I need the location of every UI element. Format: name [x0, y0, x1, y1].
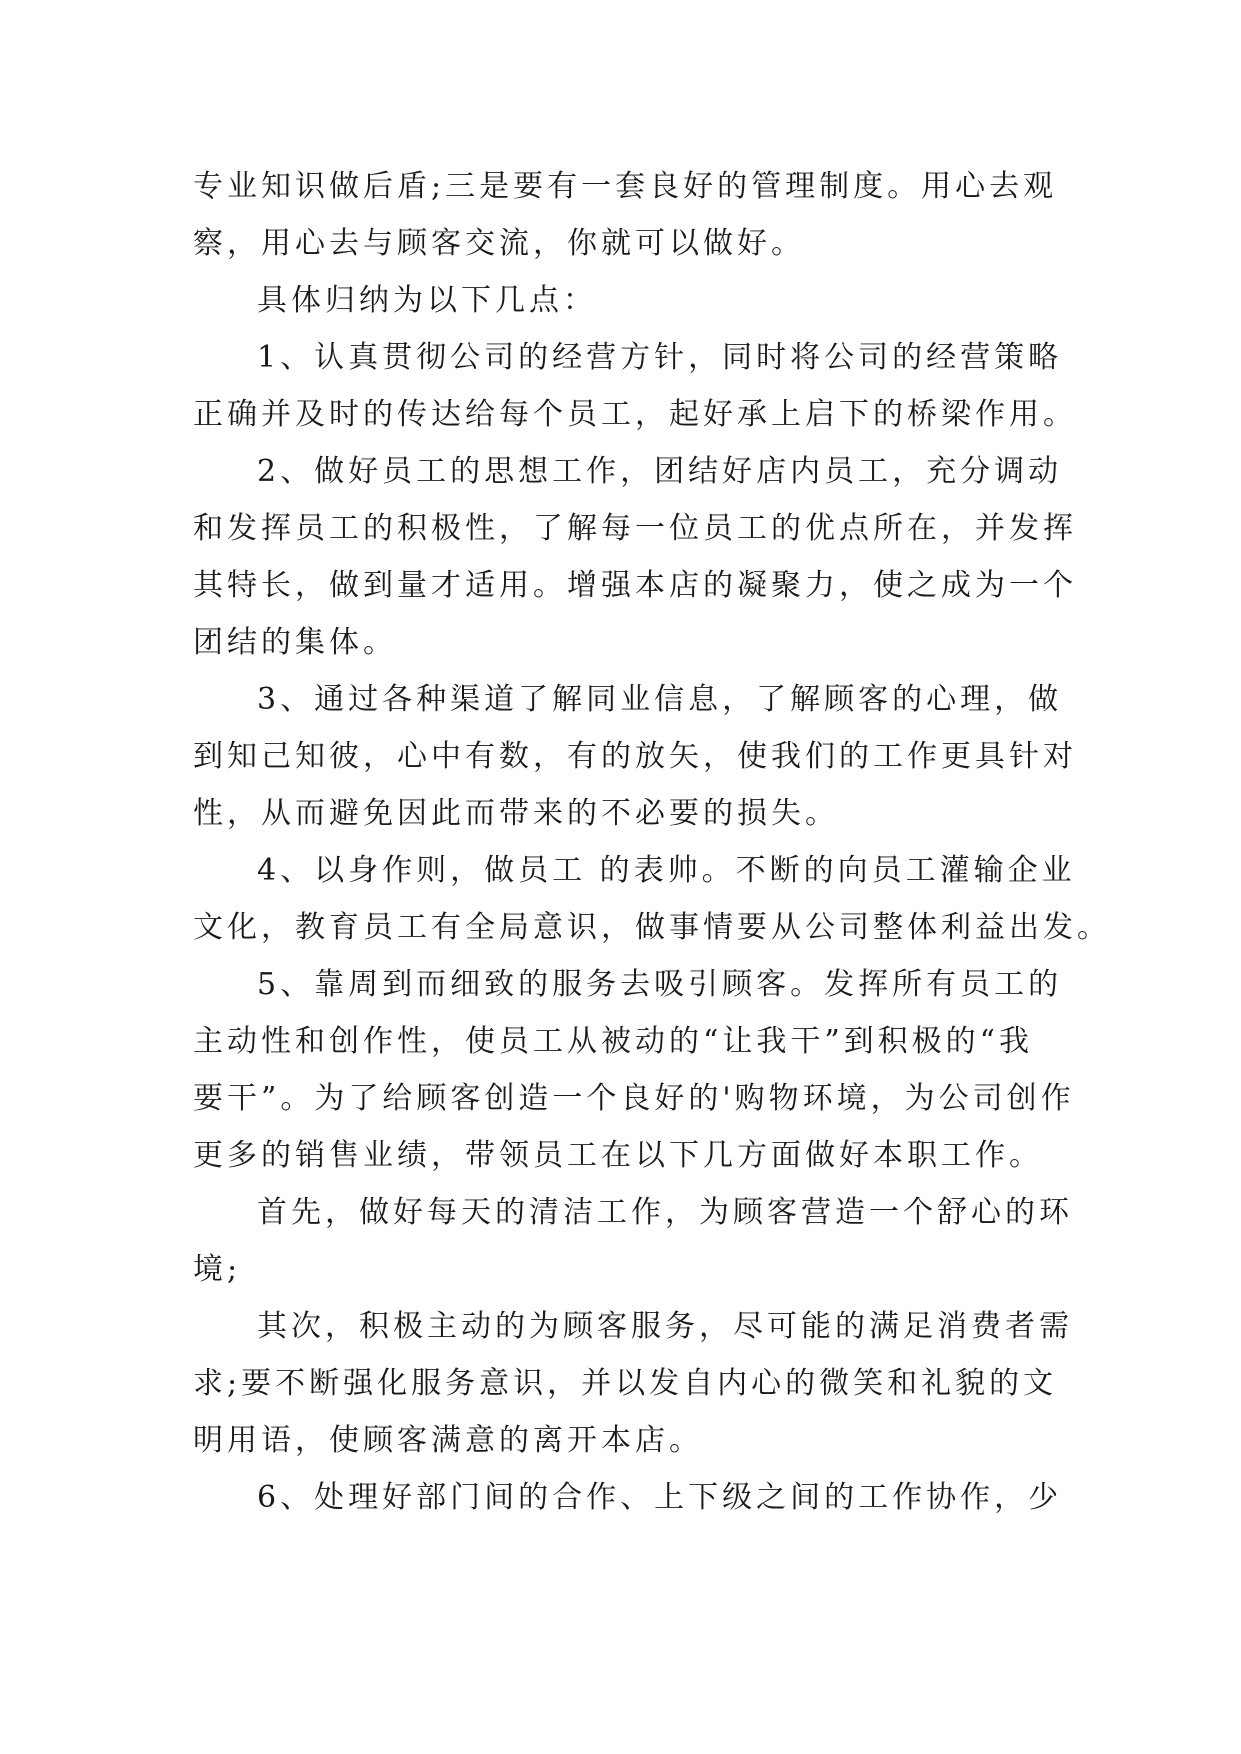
text-line: 明用语，使顾客满意的离开本店。: [193, 1423, 703, 1458]
text-line: 文化，教育员工有全局意识，做事情要从公司整体利益出发。: [193, 910, 1111, 945]
text-line: 更多的销售业绩，带领员工在以下几方面做好本职工作。: [193, 1138, 1043, 1173]
text-line: 专业知识做后盾;三是要有一套良好的管理制度。用心去观: [193, 169, 1058, 204]
list-item-5-line: 5、靠周到而细致的服务去吸引顾客。发挥所有员工的: [257, 967, 1063, 1002]
text-line: 要干”。为了给顾客创造一个良好的'购物环境，为公司创作: [193, 1081, 1075, 1116]
list-item-4-line: 4、以身作则，做员工 的表帅。不断的向员工灌输企业: [257, 853, 1076, 888]
text-line: 和发挥员工的积极性，了解每一位员工的优点所在，并发挥: [193, 511, 1077, 546]
text-line: 境;: [193, 1252, 242, 1287]
list-item-6-line: 6、处理好部门间的合作、上下级之间的工作协作，少: [257, 1480, 1063, 1515]
text-line: 到知己知彼，心中有数，有的放矢，使我们的工作更具针对: [193, 739, 1077, 774]
text-line: 性，从而避免因此而带来的不必要的损失。: [193, 796, 839, 831]
list-item-3-line: 3、通过各种渠道了解同业信息，了解顾客的心理，做: [257, 682, 1063, 717]
text-line: 首先，做好每天的清洁工作，为顾客营造一个舒心的环: [257, 1195, 1073, 1230]
text-line: 主动性和创作性，使员工从被动的“让我干”到积极的“我: [193, 1024, 1034, 1059]
list-item-1-line: 1、认真贯彻公司的经营方针，同时将公司的经营策略: [257, 340, 1063, 375]
text-line: 求;要不断强化服务意识，并以发自内心的微笑和礼貌的文: [193, 1366, 1058, 1401]
document-body: [193, 158, 1111, 1526]
list-item-2-line: 2、做好员工的思想工作，团结好店内员工，充分调动: [257, 454, 1063, 489]
text-line: 其次，积极主动的为顾客服务，尽可能的满足消费者需: [257, 1309, 1073, 1344]
text-line: 正确并及时的传达给每个员工，起好承上启下的桥梁作用。: [193, 397, 1077, 432]
text-line: 察，用心去与顾客交流，你就可以做好。: [193, 226, 805, 261]
text-line: 其特长，做到量才适用。增强本店的凝聚力，使之成为一个: [193, 568, 1077, 603]
text-line: 具体归纳为以下几点：: [257, 283, 597, 318]
text-line: 团结的集体。: [193, 625, 397, 660]
